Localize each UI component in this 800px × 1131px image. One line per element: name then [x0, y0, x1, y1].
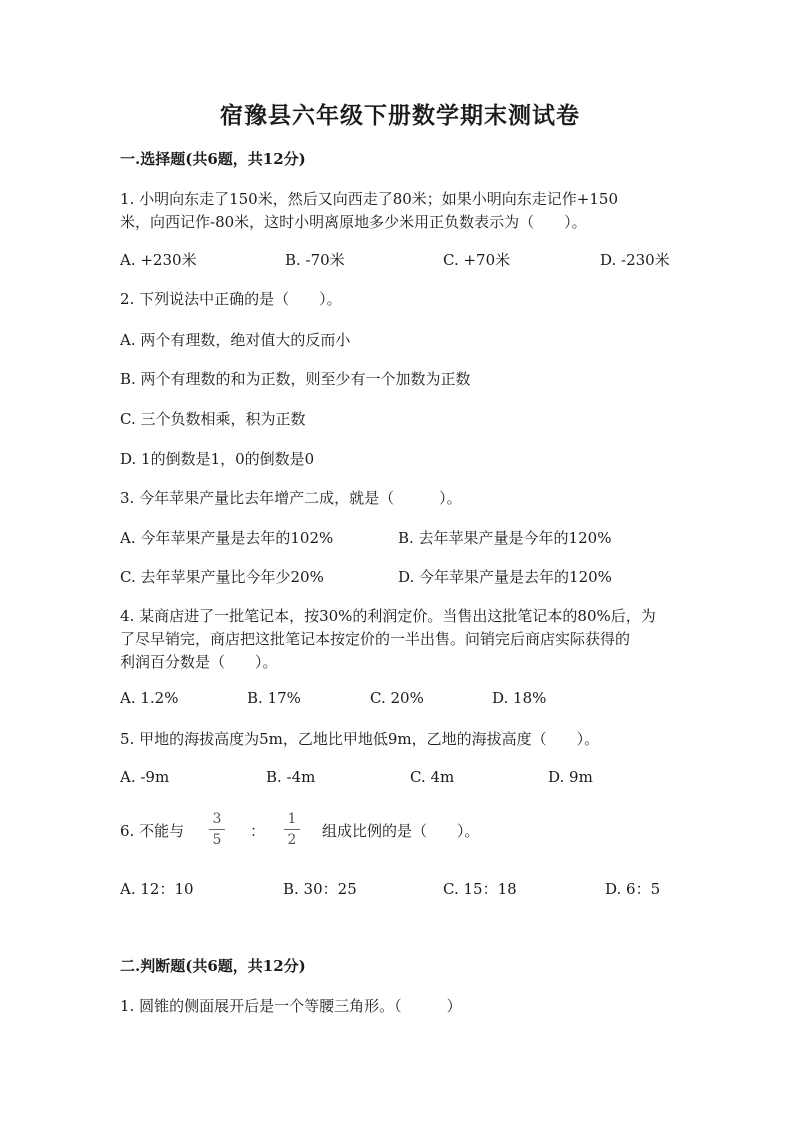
section-heading-true-false: 二.判断题(共6题，共12分): [120, 957, 306, 975]
question-4-line-2: 了尽早销完，商店把这批笔记本按定价的一半出售。问销完后商店实际获得的: [120, 630, 631, 648]
q3-option-c[interactable]: C. 去年苹果产量比今年少20%: [120, 568, 324, 586]
fraction-denominator: 5: [212, 832, 222, 848]
q2-option-c[interactable]: C. 三个负数相乘，积为正数: [120, 410, 306, 428]
q1-option-c[interactable]: C. +70米: [443, 251, 511, 269]
question-1-line-2: 米，向西记作-80米，这时小明离原地多少米用正负数表示为（ ）。: [120, 213, 587, 231]
question-4-line-1: 4. 某商店进了一批笔记本，按30%的利润定价。当售出这批笔记本的80%后，为: [120, 607, 656, 625]
q4-option-c[interactable]: C. 20%: [370, 689, 424, 707]
q1-option-d[interactable]: D. -230米: [600, 251, 670, 269]
fraction-three-fifths: [209, 810, 225, 849]
question-5-stem: 5. 甲地的海拔高度为5m，乙地比甲地低9m，乙地的海拔高度（ ）。: [120, 730, 600, 748]
ratio-colon: ：: [250, 822, 266, 840]
fraction-bar: [209, 829, 225, 830]
question-4-line-3: 利润百分数是（ ）。: [120, 653, 278, 671]
q6-option-c[interactable]: C. 15：18: [443, 880, 517, 898]
q6-option-b[interactable]: B. 30：25: [283, 880, 357, 898]
q3-option-b[interactable]: B. 去年苹果产量是今年的120%: [398, 529, 612, 547]
fraction-numerator: 1: [287, 811, 297, 827]
q2-option-b[interactable]: B. 两个有理数的和为正数，则至少有一个加数为正数: [120, 370, 471, 388]
fraction-denominator: 2: [287, 832, 297, 848]
q5-option-c[interactable]: C. 4m: [410, 768, 455, 786]
q5-option-b[interactable]: B. -4m: [266, 768, 316, 786]
fraction-one-half: [284, 810, 300, 849]
q4-option-b[interactable]: B. 17%: [247, 689, 301, 707]
question-1-line-1: 1. 小明向东走了150米，然后又向西走了80米；如果小明向东走记作+150: [120, 190, 618, 208]
q4-option-a[interactable]: A. 1.2%: [120, 689, 179, 707]
q4-option-d[interactable]: D. 18%: [492, 689, 547, 707]
q5-option-d[interactable]: D. 9m: [548, 768, 593, 786]
q6-option-d[interactable]: D. 6：5: [605, 880, 661, 898]
tf-question-1: 1. 圆锥的侧面展开后是一个等腰三角形。（ ）: [120, 997, 462, 1015]
q5-option-a[interactable]: A. -9m: [120, 768, 170, 786]
section-heading-choice: 一.选择题(共6题，共12分): [120, 150, 306, 168]
q3-option-d[interactable]: D. 今年苹果产量是去年的120%: [398, 568, 612, 586]
question-2-stem: 2. 下列说法中正确的是（ ）。: [120, 290, 342, 308]
q2-option-a[interactable]: A. 两个有理数，绝对值大的反而小: [120, 331, 351, 349]
question-6-prefix: 6. 不能与: [120, 822, 185, 840]
question-3-stem: 3. 今年苹果产量比去年增产二成，就是（ ）。: [120, 489, 462, 507]
q6-option-a[interactable]: A. 12：10: [120, 880, 194, 898]
fraction-numerator: 3: [212, 811, 222, 827]
q1-option-b[interactable]: B. -70米: [285, 251, 345, 269]
q2-option-d[interactable]: D. 1的倒数是1，0的倒数是0: [120, 450, 315, 468]
q3-option-a[interactable]: A. 今年苹果产量是去年的102%: [120, 529, 334, 547]
page-title: 宿豫县六年级下册数学期末测试卷: [220, 102, 580, 129]
question-6-suffix: 组成比例的是（ ）。: [322, 822, 480, 840]
q1-option-a[interactable]: A. +230米: [120, 251, 197, 269]
fraction-bar: [284, 829, 300, 830]
